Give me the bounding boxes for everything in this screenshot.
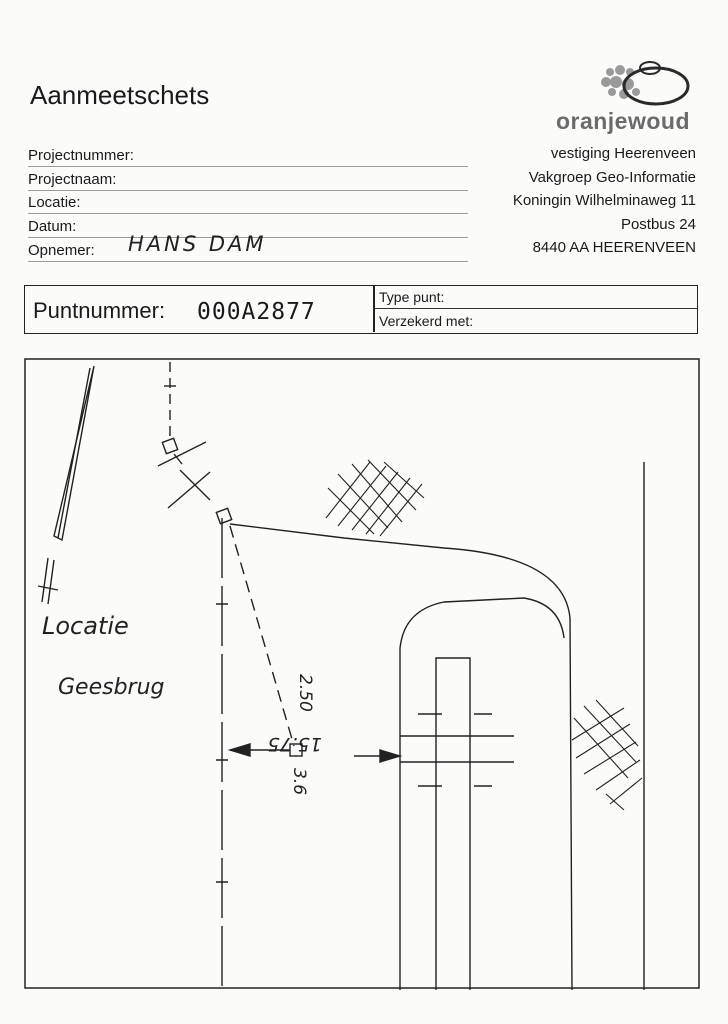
measure-distance-1: 2.50 [295,674,315,712]
sketch-frame [25,359,699,988]
address-line: Postbus 24 [620,215,696,233]
company-address [513,142,696,260]
verzekerd-met-field: Verzekerd met: [379,313,474,329]
field-value: HANS DAM [128,232,267,256]
puntnummer-label: Puntnummer: [33,298,166,323]
field-label: Projectnaam: [28,171,117,188]
boundary-line [230,524,572,990]
field-opnemer [28,232,468,262]
address-line: 8440 AA HEERENVEEN [532,239,696,256]
page-title: Aanmeetschets [30,80,210,110]
hatched-area-icon [572,700,642,810]
building-outline [400,598,564,990]
field-projectnaam [28,169,468,191]
dashed-road-line [164,362,228,990]
location-word: Locatie [42,612,129,640]
field-label: Opnemer: [28,242,95,259]
field-label: Locatie: [28,194,81,211]
address-line: vestiging Heerenveen [550,145,696,162]
north-arrow-icon [38,366,94,604]
field-locatie [28,192,468,214]
measure-distance-2: 3.6 [289,768,309,796]
puntnummer-box [24,285,698,334]
arrow-right-icon [354,750,400,762]
survey-sketch [24,358,700,990]
address-line: Vakgroep Geo-Informatie [528,168,696,186]
field-projectnummer [28,145,468,167]
puntnummer-value: 000A2877 [197,299,316,325]
address-line: Koningin Wilhelminaweg 11 [512,192,696,209]
measure-distance-3: 15.75 [267,733,322,755]
measure-line-dashed [230,526,294,746]
field-label: Projectnummer: [28,147,134,164]
company-logo-text: oranjewoud [555,108,690,134]
type-punt-field: Type punt: [375,286,697,309]
oranjewoud-logo-icon [598,58,694,112]
field-label: Datum: [28,218,77,235]
boundary-points [158,438,232,523]
location-name: Geesbrug [58,675,165,700]
hatched-area-icon [326,460,424,536]
